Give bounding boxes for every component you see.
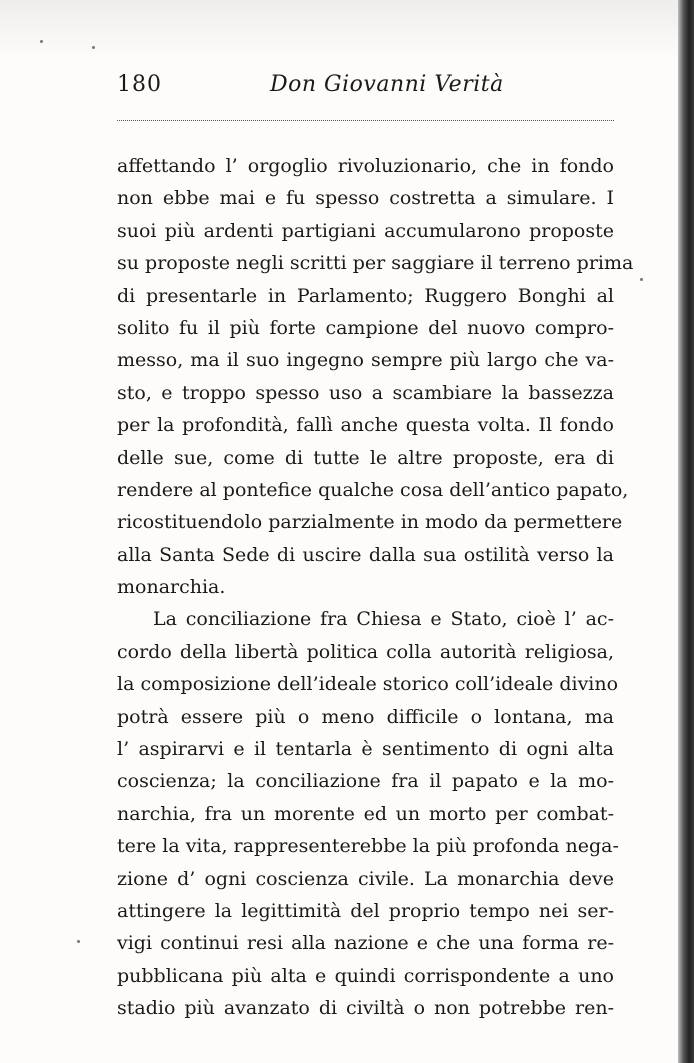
page-number: 180 — [117, 72, 162, 97]
text-line: solito fu il più forte campione del nuovo compro- — [117, 316, 614, 339]
text-line: zione d’ ogni coscienza civile. La monarchia deve — [117, 867, 614, 890]
scan-speck — [640, 278, 643, 281]
text-line: tere la vita, rappresenterebbe la più profonda nega- — [117, 835, 619, 858]
text-line: cordo della libertà politica colla autorità religiosa, — [117, 640, 614, 663]
scan-speck — [77, 940, 80, 943]
binding-shadow — [678, 0, 694, 1063]
text-line: stadio più avanzato di civiltà o non potrebbe ren- — [117, 997, 614, 1020]
text-line: attingere la legittimità del proprio tempo nei ser- — [117, 899, 614, 922]
text-line: affettando l’ orgoglio rivoluzionario, che in fondo — [117, 155, 614, 177]
text-line: ricostituendolo parzialmente in modo da permettere — [117, 511, 623, 534]
text-line: suoi più ardenti partigiani accumularono proposte — [117, 219, 614, 242]
text-line: La conciliazione fra Chiesa e Stato, cioè l’ ac- — [153, 608, 614, 631]
text-line: pubblicana più alta e quindi corrispondente a uno — [117, 964, 614, 987]
scan-speck — [40, 40, 43, 43]
text-line: narchia, fra un morente ed un morto per combat- — [117, 802, 614, 825]
text-line: su proposte negli scritti per saggiare il terreno prima — [117, 252, 634, 275]
running-title: Don Giovanni Verità — [270, 72, 504, 97]
text-line: l’ aspirarvi e il tentarla è sentimento di ogni alta — [117, 738, 614, 761]
text-line: delle sue, come di tutte le altre proposte, era di — [117, 446, 614, 469]
text-line: coscienza; la conciliazione fra il papato e la mo- — [117, 770, 614, 793]
text-line: per la profondità, fallì anche questa volta. Il fondo — [117, 414, 614, 437]
text-line: potrà essere più o meno difficile o lontana, ma — [117, 705, 614, 728]
scan-speck — [92, 46, 95, 49]
text-line: vigi continui resi alla nazione e che una forma re- — [117, 932, 614, 955]
text-line: non ebbe mai e fu spesso costretta a simulare. I — [117, 187, 614, 210]
page-top-shadow — [0, 0, 694, 60]
text-line: di presentarle in Parlamento; Ruggero Bonghi al — [117, 284, 614, 307]
text-line: sto, e troppo spesso uso a scambiare la bassezza — [117, 381, 614, 404]
header-rule — [117, 120, 614, 121]
text-line: messo, ma il suo ingegno sempre più largo che va- — [117, 349, 614, 372]
text-line: alla Santa Sede di uscire dalla sua ostilità verso la — [117, 543, 614, 566]
text-line: monarchia. — [117, 576, 226, 599]
text-line: rendere al pontefice qualche cosa dell’antico papato, — [117, 478, 629, 501]
text-line: la composizione dell’ideale storico coll’ideale divino — [117, 673, 619, 696]
body-text — [117, 150, 634, 1025]
